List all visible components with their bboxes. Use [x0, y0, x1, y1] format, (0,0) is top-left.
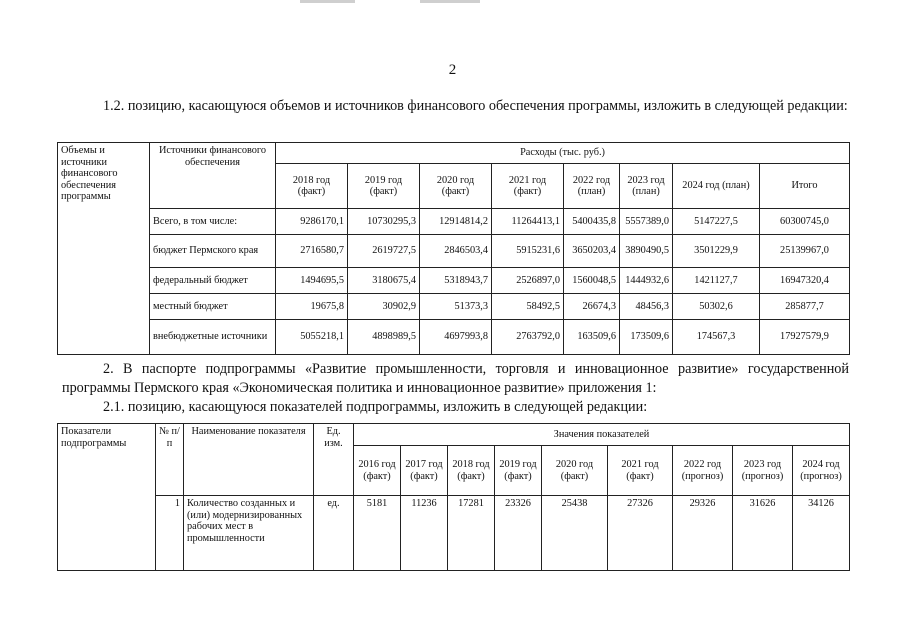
table2-year-header: 2017 год (факт) — [401, 446, 448, 496]
cell-value: 23326 — [495, 496, 542, 571]
cell-value: 31626 — [733, 496, 793, 571]
cell-value: 58492,5 — [492, 294, 564, 320]
table-row — [58, 294, 850, 320]
table1-year-header: 2024 год (план) — [673, 164, 760, 209]
cell-value: 17281 — [448, 496, 495, 571]
table-row — [58, 209, 850, 235]
cell-value: 3890490,5 — [620, 235, 673, 268]
cell-value: 27326 — [608, 496, 673, 571]
table2-year-header: 2019 год (факт) — [495, 446, 542, 496]
cell-value: 5557389,0 — [620, 209, 673, 235]
cell-value: 163509,6 — [564, 320, 620, 355]
table1-year-header: 2023 год (план) — [620, 164, 673, 209]
cell-value: 2716580,7 — [276, 235, 348, 268]
cell-value: 2526897,0 — [492, 268, 564, 294]
table1-expenses-header: Расходы (тыс. руб.) — [276, 143, 850, 164]
cell-value: 1421127,7 — [673, 268, 760, 294]
cell-value: 51373,3 — [420, 294, 492, 320]
table-row — [58, 235, 850, 268]
cell-value: 60300745,0 — [760, 209, 850, 235]
table2-year-header: 2024 год (прогноз) — [793, 446, 850, 496]
paragraph-2: 2. В паспорте подпрограммы «Развитие промышленности, торговля и инновационное развитие» государственной программы Пермского края «Экономическая политика и инновационное развитие» приложения 1: — [62, 361, 849, 396]
cell-value: 26674,3 — [564, 294, 620, 320]
table2-year-header: 2021 год (факт) — [608, 446, 673, 496]
cell-value: 25139967,0 — [760, 235, 850, 268]
table1-year-header: 2018 год (факт) — [276, 164, 348, 209]
cell-value: 48456,3 — [620, 294, 673, 320]
table2-name-header: Наименование показателя — [184, 424, 314, 496]
row-label: бюджет Пермского края — [150, 235, 276, 268]
table2-year-header: 2020 год (факт) — [542, 446, 608, 496]
row-label: Всего, в том числе: — [150, 209, 276, 235]
cell-value: 5915231,6 — [492, 235, 564, 268]
cell-value: 4697993,8 — [420, 320, 492, 355]
cell-value: 50302,6 — [673, 294, 760, 320]
cell-value: 3180675,4 — [348, 268, 420, 294]
financing-table — [57, 142, 850, 355]
indicators-table — [57, 423, 850, 571]
indicator-name: Количество созданных и (или) модернизированных рабочих мест в промышленности — [184, 496, 314, 571]
cell-value: 5181 — [354, 496, 401, 571]
cell-value: 2846503,4 — [420, 235, 492, 268]
cell-value: 3501229,9 — [673, 235, 760, 268]
table1-row-header: Объемы и источники финансового обеспечения программы — [58, 143, 150, 355]
table1-source-header: Источники финансового обеспечения — [150, 143, 276, 209]
table1-year-header: 2022 год (план) — [564, 164, 620, 209]
cell-value: 16947320,4 — [760, 268, 850, 294]
table-row — [58, 496, 850, 571]
cell-value: 11264413,1 — [492, 209, 564, 235]
cell-value: 17927579,9 — [760, 320, 850, 355]
cell-value: 2619727,5 — [348, 235, 420, 268]
cell-value: 1560048,5 — [564, 268, 620, 294]
paragraph-2-1: 2.1. позицию, касающуюся показателей подпрограммы, изложить в следующей редакции: — [103, 399, 648, 415]
cell-value: 3650203,4 — [564, 235, 620, 268]
table2-indicators-header: Показатели подпрограммы — [58, 424, 156, 571]
cell-value: 5055218,1 — [276, 320, 348, 355]
row-label: местный бюджет — [150, 294, 276, 320]
row-label: внебюджетные источники — [150, 320, 276, 355]
table2-year-header: 2022 год (прогноз) — [673, 446, 733, 496]
cell-value: 12914814,2 — [420, 209, 492, 235]
cell-value: 30902,9 — [348, 294, 420, 320]
table2-values-header: Значения показателей — [354, 424, 850, 446]
scan-artifact — [420, 0, 480, 3]
table2-num-header: № п/п — [156, 424, 184, 496]
row-label: федеральный бюджет — [150, 268, 276, 294]
paragraph-1-2: 1.2. позицию, касающуюся объемов и источников финансового обеспечения программы, изложить в следующей редакции: — [103, 98, 848, 114]
cell-value: 173509,6 — [620, 320, 673, 355]
table-row — [58, 320, 850, 355]
scan-artifact — [300, 0, 355, 3]
table1-year-header: 2021 год (факт) — [492, 164, 564, 209]
table2-year-header: 2016 год (факт) — [354, 446, 401, 496]
cell-value: 5147227,5 — [673, 209, 760, 235]
cell-value: 285877,7 — [760, 294, 850, 320]
cell-value: 25438 — [542, 496, 608, 571]
table2-year-header: 2018 год (факт) — [448, 446, 495, 496]
page-number: 2 — [448, 62, 457, 78]
cell-value: 5400435,8 — [564, 209, 620, 235]
table2-unit-header: Ед. изм. — [314, 424, 354, 496]
row-number: 1 — [156, 496, 184, 571]
table1-total-header: Итого — [760, 164, 850, 209]
cell-value: 9286170,1 — [276, 209, 348, 235]
indicator-unit: ед. — [314, 496, 354, 571]
table1-year-header: 2019 год (факт) — [348, 164, 420, 209]
table2-year-header: 2023 год (прогноз) — [733, 446, 793, 496]
table-row — [58, 268, 850, 294]
cell-value: 11236 — [401, 496, 448, 571]
table1-year-header: 2020 год (факт) — [420, 164, 492, 209]
cell-value: 1494695,5 — [276, 268, 348, 294]
cell-value: 5318943,7 — [420, 268, 492, 294]
cell-value: 29326 — [673, 496, 733, 571]
cell-value: 1444932,6 — [620, 268, 673, 294]
cell-value: 2763792,0 — [492, 320, 564, 355]
cell-value: 19675,8 — [276, 294, 348, 320]
cell-value: 34126 — [793, 496, 850, 571]
cell-value: 10730295,3 — [348, 209, 420, 235]
cell-value: 174567,3 — [673, 320, 760, 355]
cell-value: 4898989,5 — [348, 320, 420, 355]
